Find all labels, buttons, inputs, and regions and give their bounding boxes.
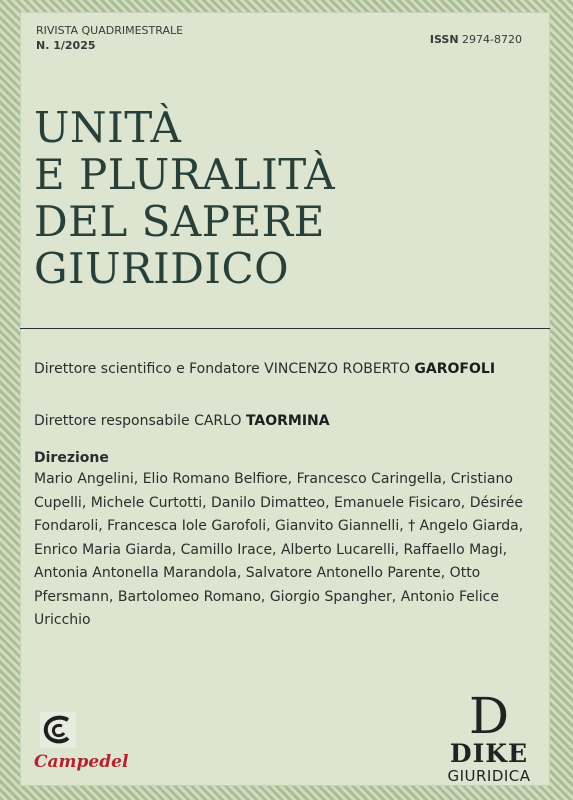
scientific-director-name: VINCENZO ROBERTO [264,361,410,377]
title-line: E PLURALITÀ [34,150,336,199]
dike-emblem: D [468,687,510,745]
dike-giuridica-logo [444,687,534,785]
divider [20,328,550,329]
issn [430,33,522,46]
periodicity: RIVISTA QUADRIMESTRALE [36,24,184,37]
editorial-board-members: Mario Angelini, Elio Romano Belfiore, Francesco Caringella, Cristiano Cupelli, Michele Curtotti, Danilo Dimatteo, Emanuele Fisicaro, Désirée Fondaroli, Francesca Iole Garofoli, Gianvito Giannelli, † Angelo Giarda, Enrico Maria Giarda, Camillo Irace, Alberto Lucarelli, Raffaello Magi, Antonia Antonella Marandola, Salvatore Antonello Parente, Otto Pfersmann, Bartolomeo Romano, Giorgio Spangher, Antonio Felice Uricchio [34,471,524,628]
dike-subtitle: GIURIDICA [447,767,531,785]
responsible-director [34,413,330,429]
issue-info [36,23,183,53]
responsible-director-name: CARLO [194,413,242,429]
scientific-director [34,361,495,377]
scientific-director-surname: GAROFOLI [414,361,496,377]
campedel-name: Campedel [34,752,129,772]
issue-number: N. 1/2025 [36,39,96,52]
scientific-director-role: Direttore scientifico e Fondatore [34,361,260,377]
title-line: UNITÀ [34,103,182,152]
responsible-director-role: Direttore responsabile [34,413,190,429]
issn-label: ISSN [429,33,459,46]
title-line: GIURIDICO [34,244,290,293]
campedel-emblem-icon [40,712,76,748]
title-line: DEL SAPERE [34,197,325,246]
journal-cover [20,12,550,786]
campedel-logo [34,712,129,782]
dike-name: DIKE [449,739,529,768]
journal-title [34,104,335,292]
editorial-board-label: Direzione [34,450,109,466]
issn-value: 2974-8720 [462,33,522,46]
editorial-board [34,450,534,633]
responsible-director-surname: TAORMINA [245,413,330,429]
